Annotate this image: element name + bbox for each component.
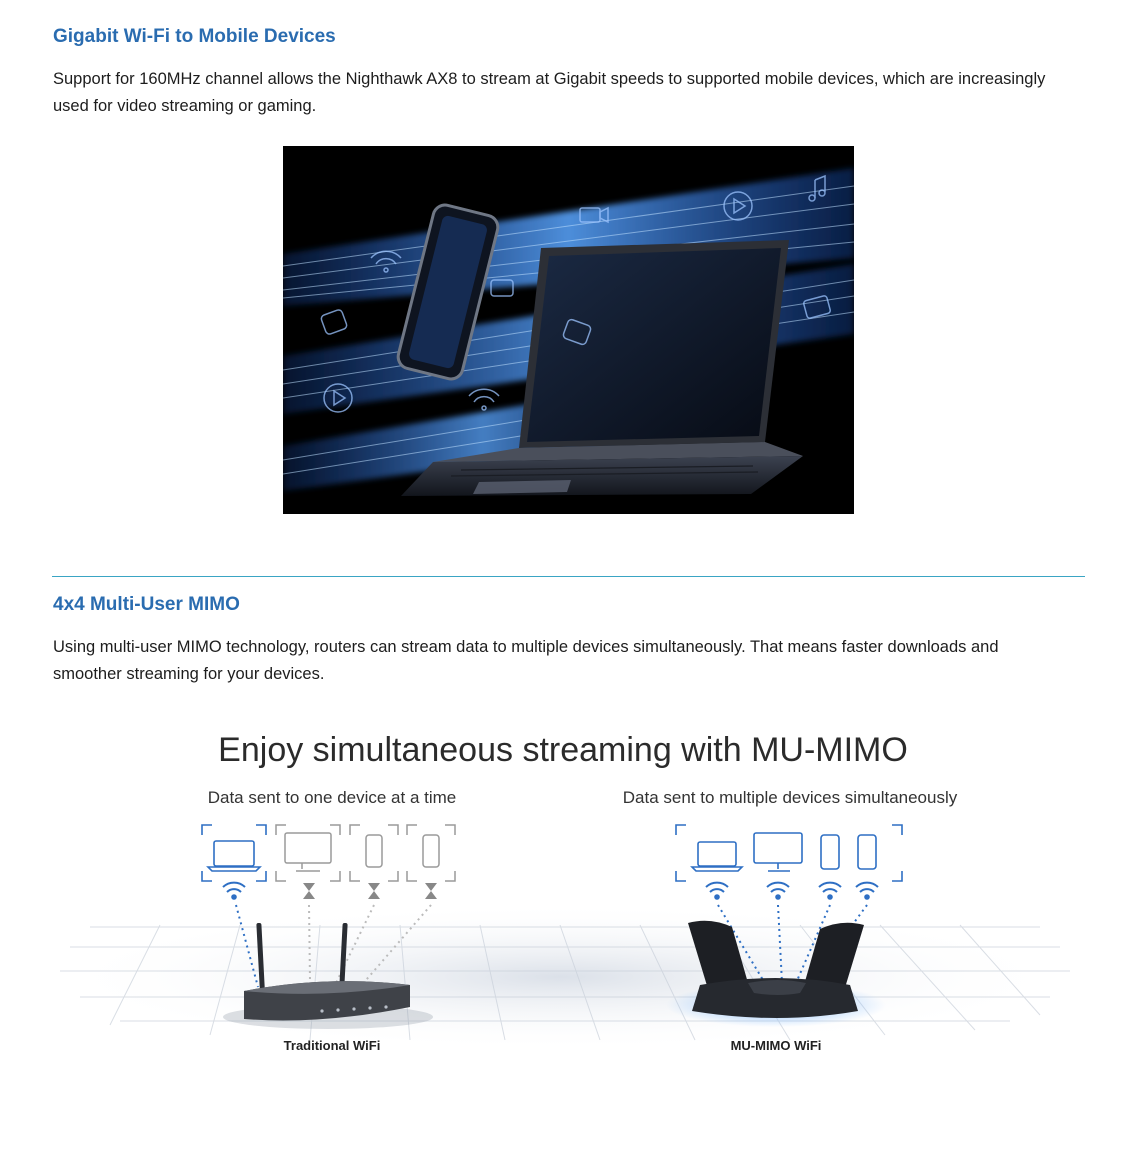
- left-subtitle: Data sent to one device at a time: [207, 788, 457, 807]
- traditional-wifi-label: Traditional WiFi: [283, 1038, 381, 1053]
- phone-icon: [858, 835, 876, 869]
- section-heading-gigabit: Gigabit Wi-Fi to Mobile Devices: [53, 26, 336, 47]
- wifi-icon: [706, 883, 878, 899]
- phone-icon: [350, 825, 398, 881]
- wifi-icon: [223, 883, 245, 899]
- section-body-gigabit: Support for 160MHz channel allows the Nighthawk AX8 to stream at Gigabit speeds to supported mobile devices, which are increasingly used for video streaming or gaming.: [53, 70, 1046, 115]
- hero-image-devices: [283, 146, 854, 514]
- phone-icon: [407, 825, 455, 881]
- monitor-icon: [754, 833, 802, 871]
- mu-mimo-wifi-label: MU-MIMO WiFi: [730, 1038, 822, 1053]
- mu-mimo-illustration: [0, 715, 1130, 1075]
- mu-mimo-diagram: [0, 715, 1130, 1075]
- laptop-icon: [692, 842, 742, 871]
- section-heading-mimo: 4x4 Multi-User MIMO: [53, 594, 240, 615]
- monitor-icon: [276, 825, 340, 881]
- streaming-devices-illustration: [283, 146, 854, 514]
- section-body-mimo: Using multi-user MIMO technology, routers can stream data to multiple devices simultaneously. That means faster downloads and smoother streaming for your devices.: [53, 638, 999, 683]
- laptop-icon: [202, 825, 266, 881]
- phone-icon: [821, 835, 839, 869]
- section-divider: [52, 576, 1085, 577]
- diagram-title: Enjoy simultaneous streaming with MU-MIMO: [218, 731, 908, 769]
- right-subtitle: Data sent to multiple devices simultaneously: [622, 788, 958, 807]
- hourglass-icon: [303, 883, 437, 899]
